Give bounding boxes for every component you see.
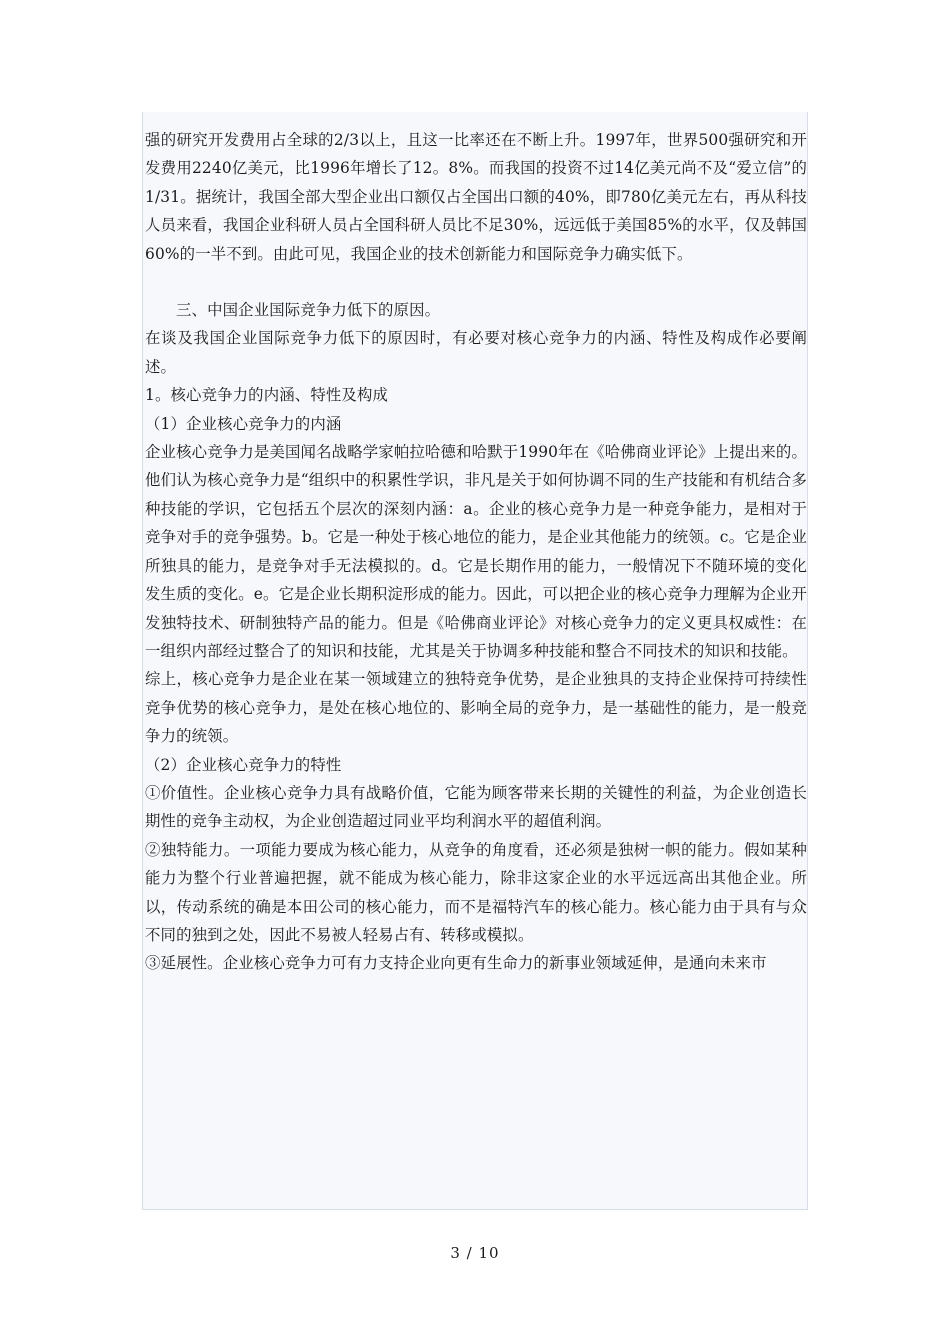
document-content-box xyxy=(142,112,808,1210)
subsection-heading-1-1: （1）企业核心竞争力的内涵 xyxy=(145,414,342,433)
page-number: 3 / 10 xyxy=(450,1244,500,1262)
document-body xyxy=(145,126,807,978)
subsection-heading-1-2: （2）企业核心竞争力的特性 xyxy=(145,755,342,774)
paragraph-extensibility: ③延展性。企业核心竞争力可有力支持企业向更有生命力的新事业领域延伸，是通向未来市 xyxy=(145,954,767,973)
paragraph-spacer xyxy=(145,268,807,296)
paragraph-uniqueness: ②独特能力。一项能力要成为核心能力，从竞争的角度看，还必须是独树一帜的能力。假如某种能力为整个行业普遍把握，就不能成为核心能力，除非这家企业的水平远远高出其他企业。所以，传动系统的确是本田公司的核心能力，而不是福特汽车的核心能力。核心能力由于具有与众不同的独到之处，因此不易被人轻易占有、转移或模拟。 xyxy=(145,840,807,944)
paragraph-rd-statistics: 强的研究开发费用占全球的2/3以上，且这一比率还在不断上升。1997年，世界500强研究和开发费用2240亿美元，比1996年增长了12。8%。而我国的投资不过14亿美元尚不及“爱立信”的1/31。据统计，我国全部大型企业出口额仅占全国出口额的40%，即780亿美元左右，再从科技人员来看，我国企业科研人员占全国科研人员比不足30%，远远低于美国85%的水平，仅及韩国60%的一半不到。由此可见，我国企业的技术创新能力和国际竞争力确实低下。 xyxy=(145,131,807,263)
subsection-heading-1: 1。核心竞争力的内涵、特性及构成 xyxy=(145,386,389,405)
paragraph-value: ①价值性。企业核心竞争力具有战略价值，它能为顾客带来长期的关键性的利益，为企业创造长期性的竞争主动权，为企业创造超过同业平均利润水平的超值利润。 xyxy=(145,783,807,831)
section-heading-3: 三、中国企业国际竞争力低下的原因。 xyxy=(176,301,441,320)
paragraph-intro: 在谈及我国企业国际竞争力低下的原因时，有必要对核心竞争力的内涵、特性及构成作必要阐述。 xyxy=(145,329,807,376)
paragraph-summary: 综上，核心竞争力是企业在某一领域建立的独特竞争优势，是企业独具的支持企业保持可持续性竞争优势的核心竞争力，是处在核心地位的、影响全局的竞争力，是一基础性的能力，是一般竞争力的统领。 xyxy=(145,670,807,746)
paragraph-definition: 企业核心竞争力是美国闻名战略学家帕拉哈德和哈默于1990年在《哈佛商业评论》上提出来的。他们认为核心竞争力是“组织中的积累性学识，非凡是关于如何协调不同的生产技能和有机结合多种技能的学识，它包括五个层次的深刻内涵：a。企业的核心竞争力是一种竞争能力，是相对于竞争对手的竞争强势。b。它是一种处于核心地位的能力，是企业其他能力的统领。c。它是企业所独具的能力，是竞争对手无法模拟的。d。它是长期作用的能力，一般情况下不随环境的变化发生质的变化。e。它是企业长期积淀形成的能力。因此，可以把企业的核心竞争力理解为企业开发独特技术、研制独特产品的能力。但是《哈佛商业评论》对核心竞争力的定义更具权威性：在一组织内部经过整合了的知识和技能，尤其是关于协调多种技能和整合不同技术的知识和技能。 xyxy=(145,443,807,660)
